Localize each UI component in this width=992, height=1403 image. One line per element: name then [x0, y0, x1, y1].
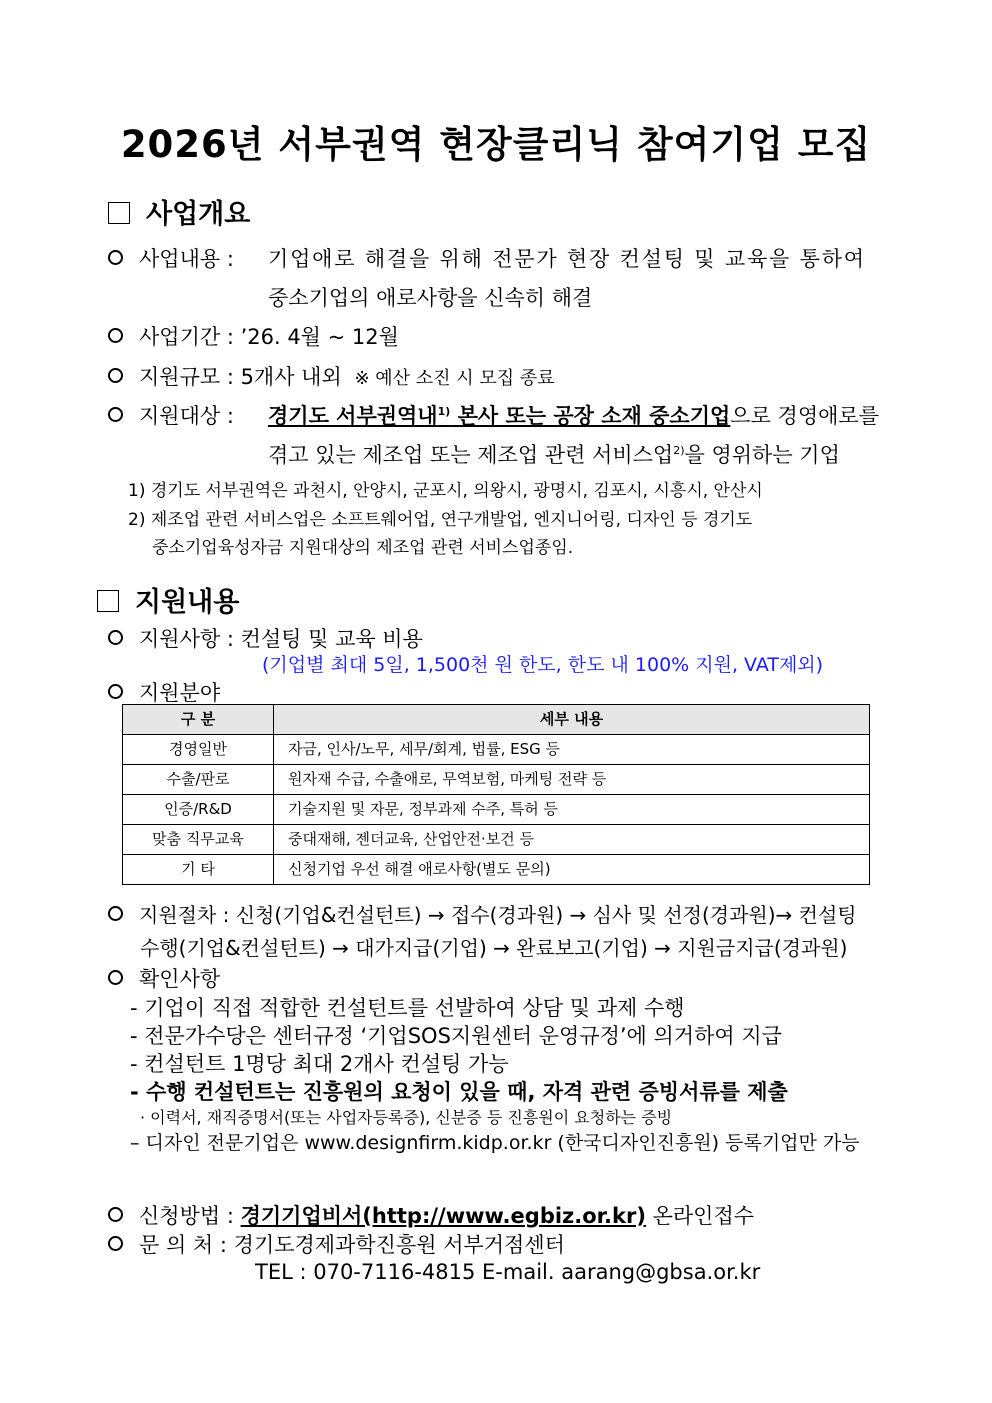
circle-bullet-icon: [108, 1207, 123, 1222]
check-item: - 전문가수당은 센터규정 ‘기업SOS지원센터 운영규정’에 의거하여 지급: [130, 1024, 782, 1048]
check-sub-item: · 이력서, 재직증명서(또는 사업자등록증), 신분증 등 진흥원이 요청하는 증빙: [140, 1108, 673, 1127]
table-cell-detail: 신청기업 우선 해결 애로사항(별도 문의): [274, 855, 870, 885]
support-items: 지원사항 : 컨설팅 및 교육 비용: [108, 623, 423, 653]
support-procedure-line2: 수행(기업&컨설턴트) → 대가지급(기업) → 완료보고(기업) → 지원금지급(경과원): [140, 936, 848, 960]
table-cell-detail: 원자재 수급, 수출애로, 무역보험, 마케팅 전략 등: [274, 765, 870, 795]
contact-tel-email: TEL : 070-7116-4815 E-mail. aarang@gbsa.or.kr: [255, 1260, 761, 1284]
apply-method: 신청방법 : 경기기업비서(http://www.egbiz.or.kr) 온라인접수: [108, 1200, 754, 1230]
table-row: [123, 735, 870, 765]
page-title: 2026년 서부권역 현장클리닉 참여기업 모집: [120, 123, 872, 166]
contact-org: 경기도경제과학진흥원 서부거점센터: [233, 1233, 565, 1257]
table-cell-detail: 기술지원 및 자문, 정부과제 수주, 특허 등: [274, 795, 870, 825]
table-cell-detail: 중대재해, 젠더교육, 산업안전·보건 등: [274, 825, 870, 855]
circle-bullet-icon: [108, 970, 123, 985]
circle-bullet-icon: [108, 250, 123, 265]
table-header-detail: 세부 내용: [274, 705, 870, 735]
footnote-2: 2) 제조업 관련 서비스업은 소프트웨어업, 연구개발업, 엔지니어링, 디자인 등 경기도: [128, 510, 753, 530]
contact: 문 의 처 : 경기도경제과학진흥원 서부거점센터: [108, 1229, 565, 1259]
support-field-table: [122, 704, 870, 885]
table-cell-detail: 자금, 인사/노무, 세무/회계, 법률, ESG 등: [274, 735, 870, 765]
support-procedure: 지원절차 : 신청(기업&컨설턴트) → 접수(경과원) → 심사 및 선정(경과원)→ 컨설팅: [108, 899, 857, 928]
circle-bullet-icon: [108, 368, 123, 383]
square-bullet-icon: [97, 590, 119, 612]
support-scale: 지원규모 : 5개사 내외 ※ 예산 소진 시 모집 종료: [108, 361, 555, 391]
table-cell-category: 경영일반: [123, 735, 274, 765]
support-target-line1: 경기도 서부권역내$^{1)}$ 본사 또는 공장 소재 중소기업으로 경영애로를: [268, 404, 879, 428]
support-field-label: 지원분야: [108, 677, 220, 707]
table-row: [123, 795, 870, 825]
scale-note: ※ 예산 소진 시 모집 종료: [354, 368, 555, 389]
table-header-category: 구 분: [123, 705, 274, 735]
footnote-1: 1) 경기도 서부권역은 과천시, 안양시, 군포시, 의왕시, 광명시, 김포시, 시흥시, 안산시: [128, 481, 763, 501]
check-item-design: – 디자인 전문기업은 www.designfirm.kidp.or.kr (한국디자인진흥원) 등록기업만 가능: [130, 1132, 860, 1154]
business-content-line2: 중소기업의 애로사항을 신속히 해결: [268, 286, 593, 310]
circle-bullet-icon: [108, 906, 123, 921]
table-row: [123, 765, 870, 795]
table-row: [123, 855, 870, 885]
section-heading-overview: 사업개요: [108, 192, 250, 231]
business-content-line1: 기업애로 해결을 위해 전문가 현장 컨설팅 및 교육을 통하여: [268, 247, 866, 271]
section-heading-support: 지원내용: [97, 580, 239, 619]
check-items-label: 확인사항: [108, 963, 220, 993]
circle-bullet-icon: [108, 1236, 123, 1251]
table-row: [123, 825, 870, 855]
square-bullet-icon: [108, 202, 130, 224]
circle-bullet-icon: [108, 328, 123, 343]
business-content: 사업내용 :: [108, 243, 234, 273]
support-target: 지원대상 :: [108, 400, 234, 430]
circle-bullet-icon: [108, 630, 123, 645]
check-item: - 기업이 직접 적합한 컨설턴트를 선발하여 상담 및 과제 수행: [130, 996, 685, 1020]
table-cell-category: 맞춤 직무교육: [123, 825, 274, 855]
target-emphasis: 경기도 서부권역내$^{1)}$ 본사 또는 공장 소재 중소기업: [268, 404, 731, 428]
apply-link[interactable]: 경기기업비서(http://www.egbiz.or.kr): [240, 1204, 646, 1228]
circle-bullet-icon: [108, 407, 123, 422]
support-target-line2: 겪고 있는 제조업 또는 제조업 관련 서비스업$^{2)}$을 영위하는 기업: [268, 443, 840, 467]
support-items-note: (기업별 최대 5일, 1,500천 원 한도, 한도 내 100% 지원, VAT제외): [262, 654, 824, 676]
table-cell-category: 수출/판로: [123, 765, 274, 795]
check-item: - 컨설턴트 1명당 최대 2개사 컨설팅 가능: [130, 1052, 509, 1076]
check-item-emphasis: - 수행 컨설턴트는 진흥원의 요청이 있을 때, 자격 관련 증빙서류를 제출: [130, 1080, 788, 1104]
table-cell-category: 인증/R&D: [123, 795, 274, 825]
table-header-row: [123, 705, 870, 735]
circle-bullet-icon: [108, 684, 123, 699]
business-period: 사업기간 : ’26. 4월 ~ 12월: [108, 321, 399, 351]
footnote-2-cont: 중소기업육성자금 지원대상의 제조업 관련 서비스업종임.: [152, 538, 574, 558]
table-cell-category: 기 타: [123, 855, 274, 885]
